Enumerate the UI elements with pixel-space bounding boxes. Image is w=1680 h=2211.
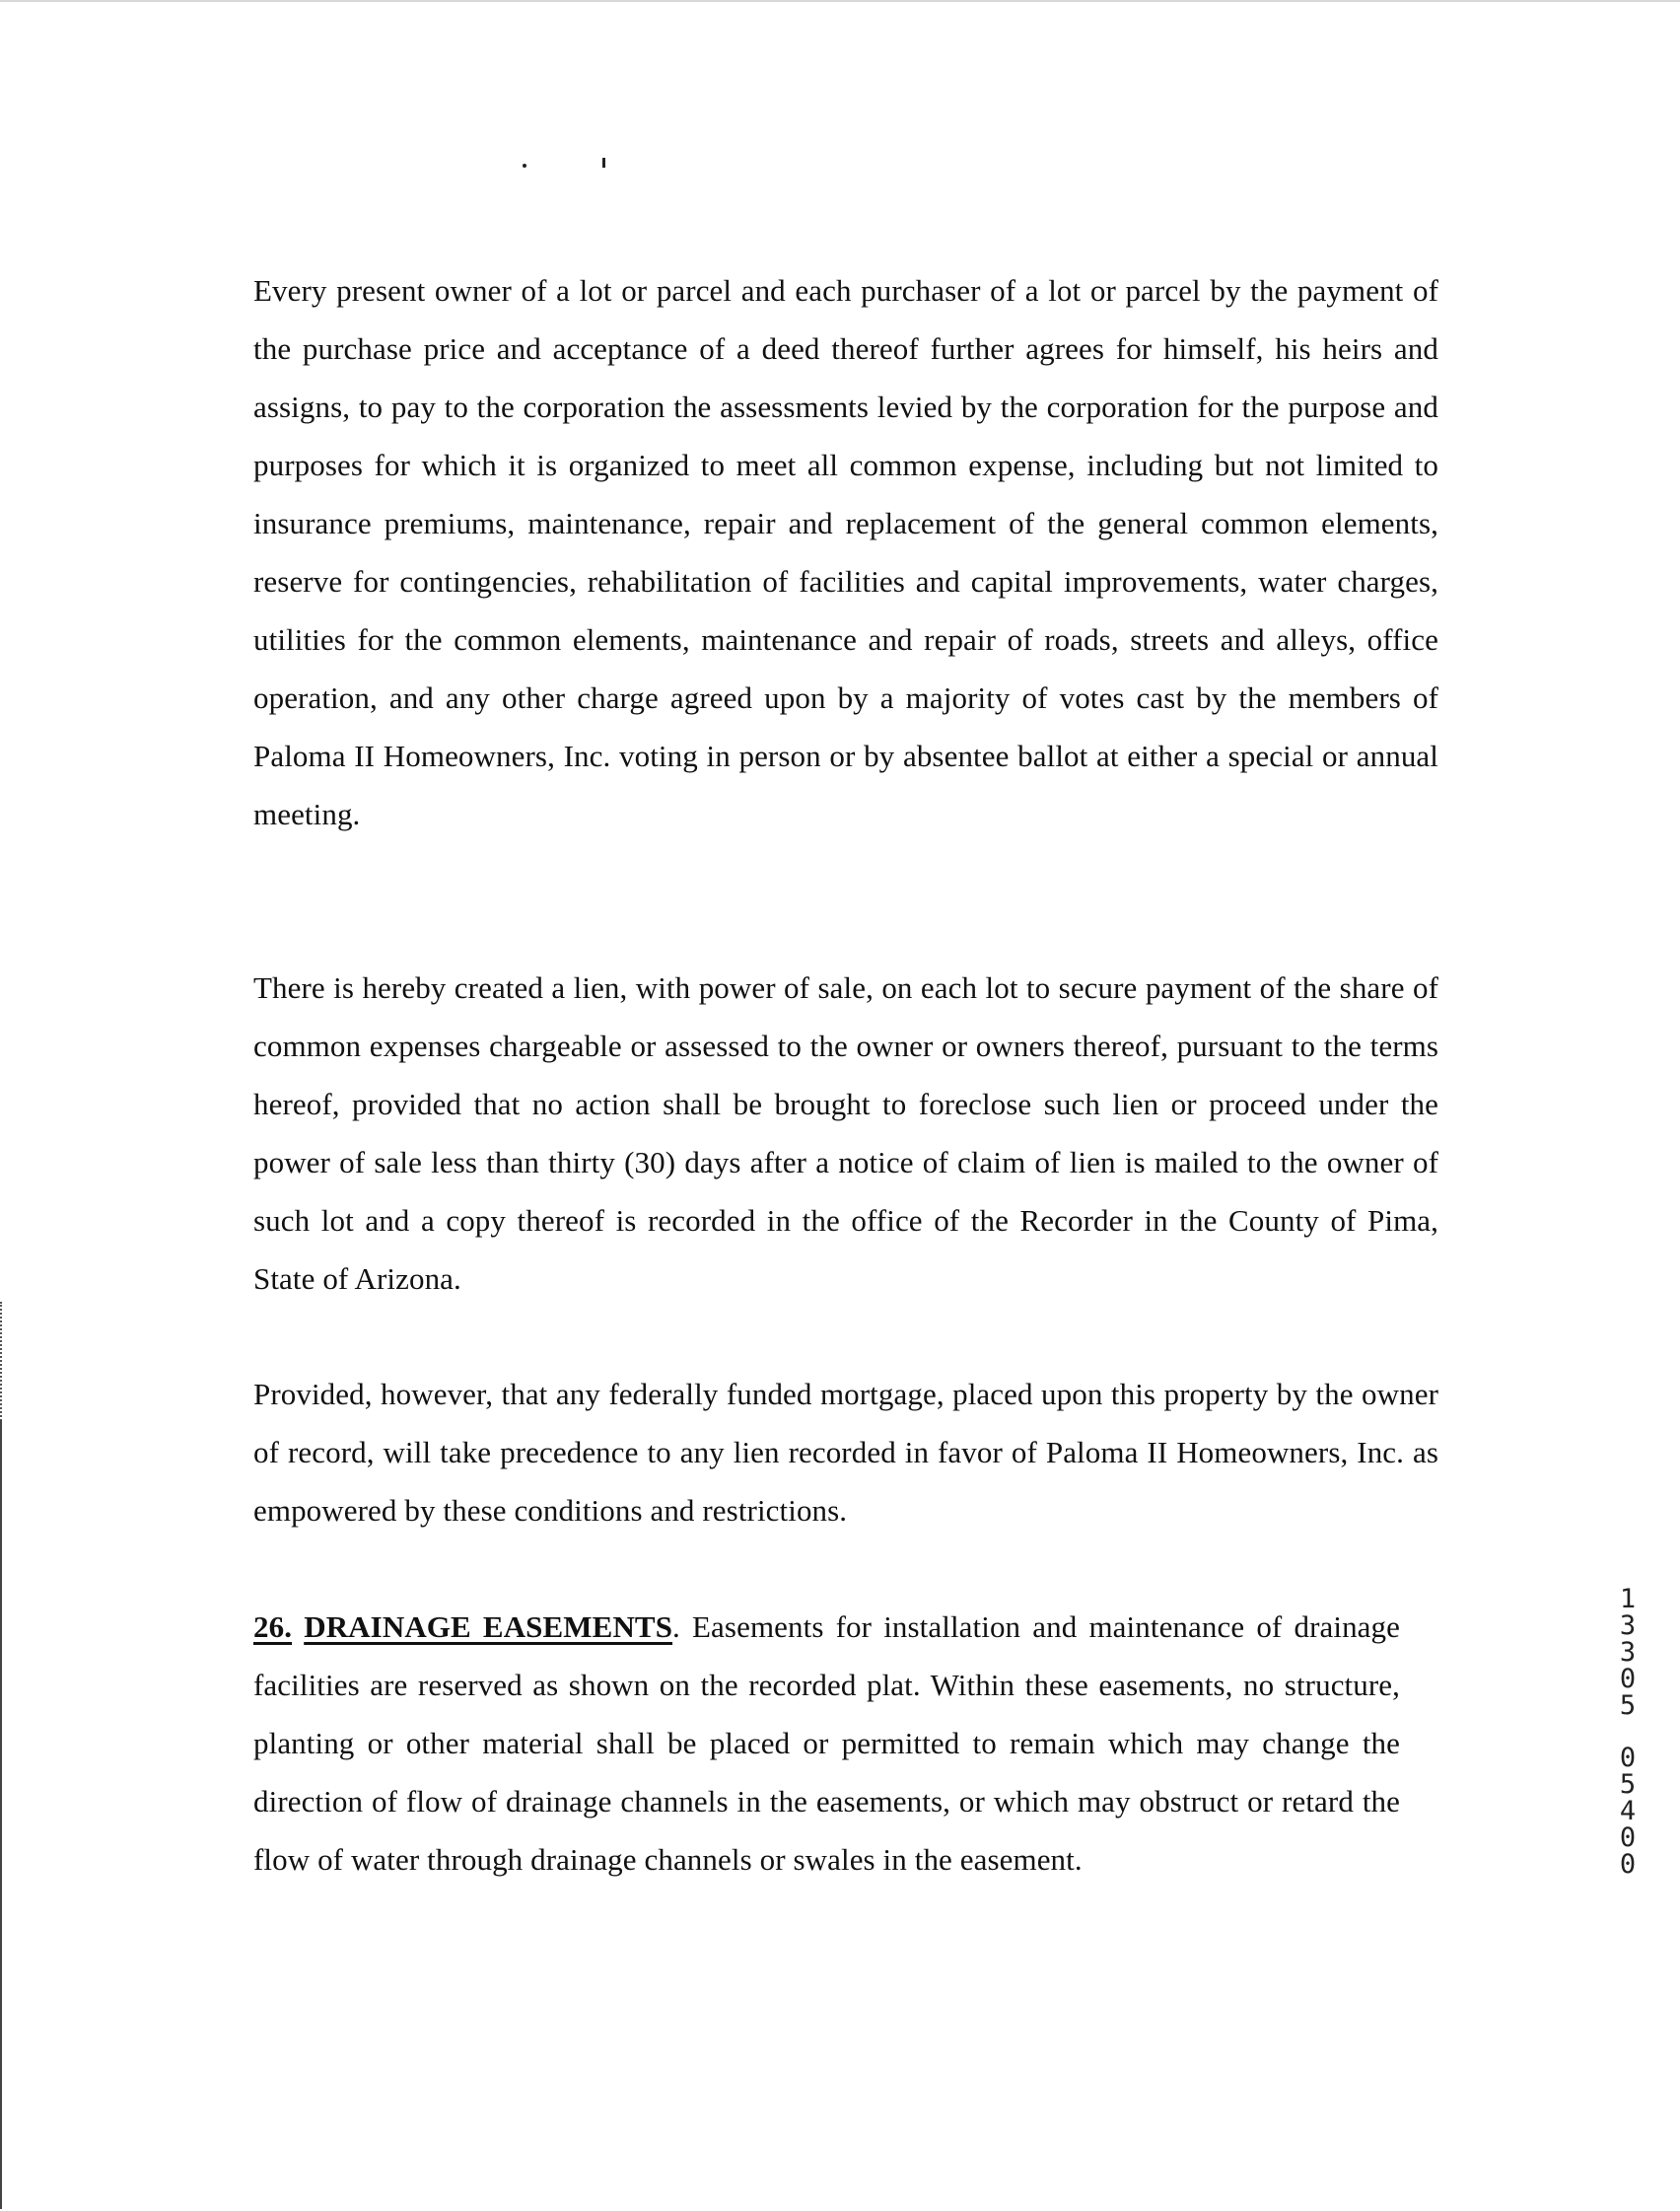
recording-stamp-docket: 13305 (1619, 1584, 1637, 1721)
assessment-paragraph: Every present owner of a lot or parcel and each purchaser of a lot or parcel by the payment of the purchase price and acceptance of a deed thereof further agrees for himself, his heirs and assigns, to pay to the corporation the assessments levied by the corporation for the purpose and purposes for which it is organized to meet all common expense, including but not limited to insurance premiums, maintenance, repair and replacement of the general common elements, reserve for contingencies, rehabilitation of facilities and capital improvements, water charges, utilities for the common elements, maintenance and repair of roads, streets and alleys, office operation, and any other charge agreed upon by a majority of votes cast by the members of Paloma II Homeowners, Inc. voting in person or by absentee ballot at either a special or annual meeting. (253, 273, 1438, 831)
scan-left-edge (0, 1420, 2, 2209)
recording-stamp-page: 05400 (1619, 1743, 1637, 1880)
scan-speck (523, 164, 526, 168)
mortgage-precedence-paragraph: Provided, however, that any federally funded mortgage, placed upon this property by the owner of record, will take precedence to any lien recorded in favor of Paloma II Homeowners, Inc. as empowered by these conditions and restrictions. (253, 1377, 1438, 1528)
recording-stamp (1613, 1586, 1643, 1878)
lien-paragraph: There is hereby created a lien, with power of sale, on each lot to secure payment of the share of common expenses chargeable or assessed to the owner or owners thereof, pursuant to the terms hereof, provided that no action shall be brought to foreclose such lien or proceed under the power of sale less than thirty (30) days after a notice of claim of lien is mailed to the owner of such lot and a copy thereof is recorded in the office of the Recorder in the County of Pima, State of Arizona. (253, 970, 1438, 1296)
recording-stamp-gap (1613, 1719, 1643, 1745)
scan-top-edge (0, 0, 1680, 2)
section-26-heading: DRAINAGE EASEMENTS (304, 1609, 673, 1644)
section-26-body: . Easements for installation and maintenance of drainage facilities are reserved as shown on the recorded plat. Within these easements, no structure, planting or other material shall be placed or permitted to remain which may change the direction of flow of drainage channels in the easements, or which may obstruct or retard the flow of water through drainage channels or swales in the easement. (253, 1609, 1400, 1877)
scan-speck (602, 158, 605, 168)
section-26-paragraph (253, 1598, 1400, 1889)
section-26-number: 26. (253, 1609, 293, 1644)
